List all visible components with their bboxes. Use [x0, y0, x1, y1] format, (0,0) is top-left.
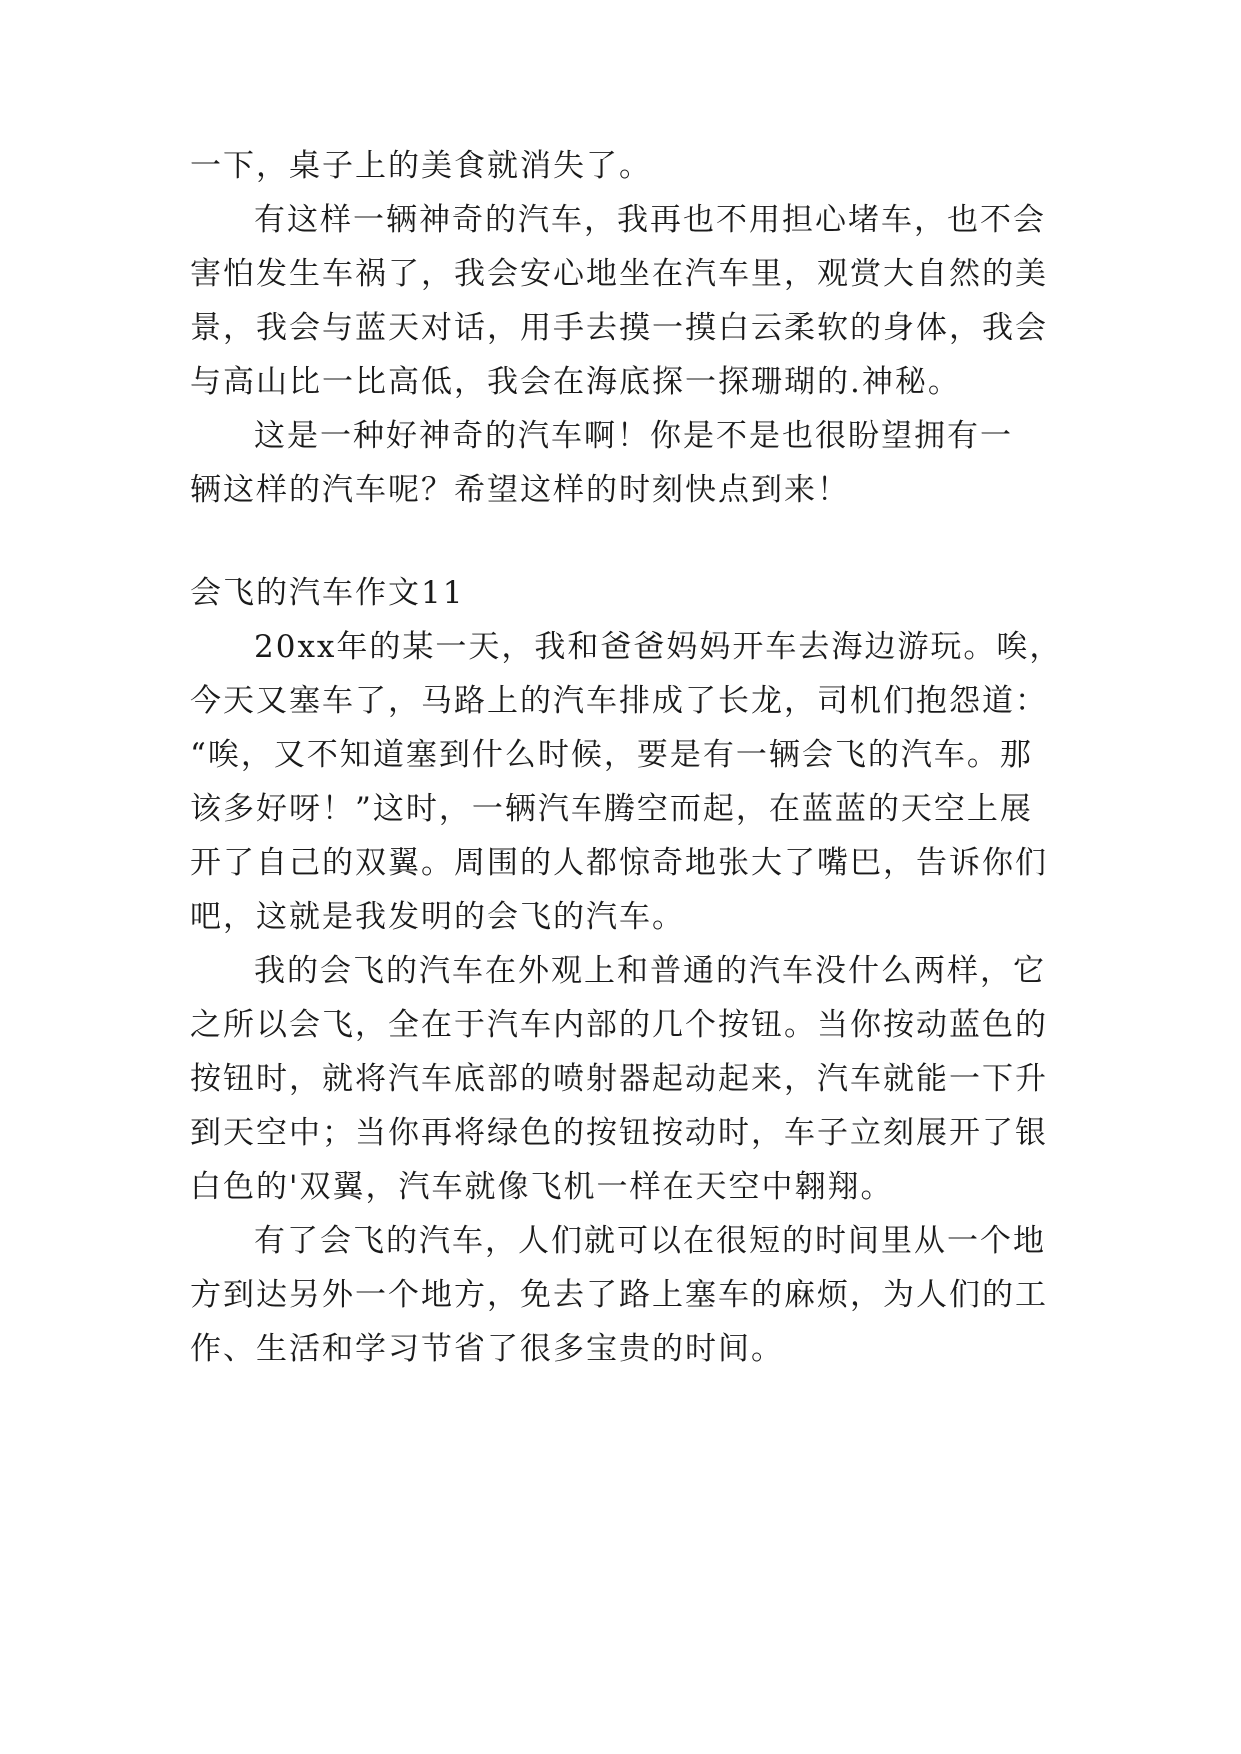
paragraph-line: “唉，又不知道塞到什么时候，要是有一辆会飞的汽车。那: [190, 737, 1033, 773]
paragraph-line: 作、生活和学习节省了很多宝贵的时间。: [190, 1331, 784, 1367]
paragraph-line: 20xx年的某一天，我和爸爸妈妈开车去海边游玩。唉，: [254, 629, 1063, 665]
paragraph-line: 该多好呀！”这时，一辆汽车腾空而起，在蓝蓝的天空上展: [190, 791, 1033, 827]
paragraph-line: 按钮时，就将汽车底部的喷射器起动起来，汽车就能一下升: [190, 1061, 1048, 1097]
paragraph-line: 害怕发生车祸了，我会安心地坐在汽车里，观赏大自然的美: [190, 256, 1048, 292]
paragraph-line: 有这样一辆神奇的汽车，我再也不用担心堵车，也不会: [254, 202, 1046, 238]
paragraph-line: 与高山比一比高低，我会在海底探一探珊瑚的.神秘。: [190, 364, 961, 400]
paragraph-line: 我的会飞的汽车在外观上和普通的汽车没什么两样，它: [254, 953, 1046, 989]
paragraph-line: 白色的'双翼，汽车就像飞机一样在天空中翱翔。: [190, 1169, 894, 1205]
paragraph-line: 有了会飞的汽车，人们就可以在很短的时间里从一个地: [254, 1223, 1046, 1259]
paragraph-line: 到天空中；当你再将绿色的按钮按动时，车子立刻展开了银: [190, 1115, 1048, 1151]
paragraph-line: 吧，这就是我发明的会飞的汽车。: [190, 899, 685, 935]
paragraph-line: 这是一种好神奇的汽车啊！你是不是也很盼望拥有一: [254, 418, 1013, 454]
paragraph-line: 景，我会与蓝天对话，用手去摸一摸白云柔软的身体，我会: [190, 310, 1048, 346]
paragraph-line: 今天又塞车了，马路上的汽车排成了长龙，司机们抱怨道：: [190, 683, 1048, 719]
paragraph-line: 开了自己的双翼。周围的人都惊奇地张大了嘴巴，告诉你们: [190, 845, 1048, 881]
paragraph-line: 辆这样的汽车呢？希望这样的时刻快点到来！: [190, 472, 850, 508]
section-heading: 会飞的汽车作文11: [190, 575, 465, 611]
paragraph-line: 方到达另外一个地方，免去了路上塞车的麻烦，为人们的工: [190, 1277, 1048, 1313]
paragraph-line: 之所以会飞，全在于汽车内部的几个按钮。当你按动蓝色的: [190, 1007, 1048, 1043]
paragraph-line: 一下，桌子上的美食就消失了。: [190, 148, 652, 184]
